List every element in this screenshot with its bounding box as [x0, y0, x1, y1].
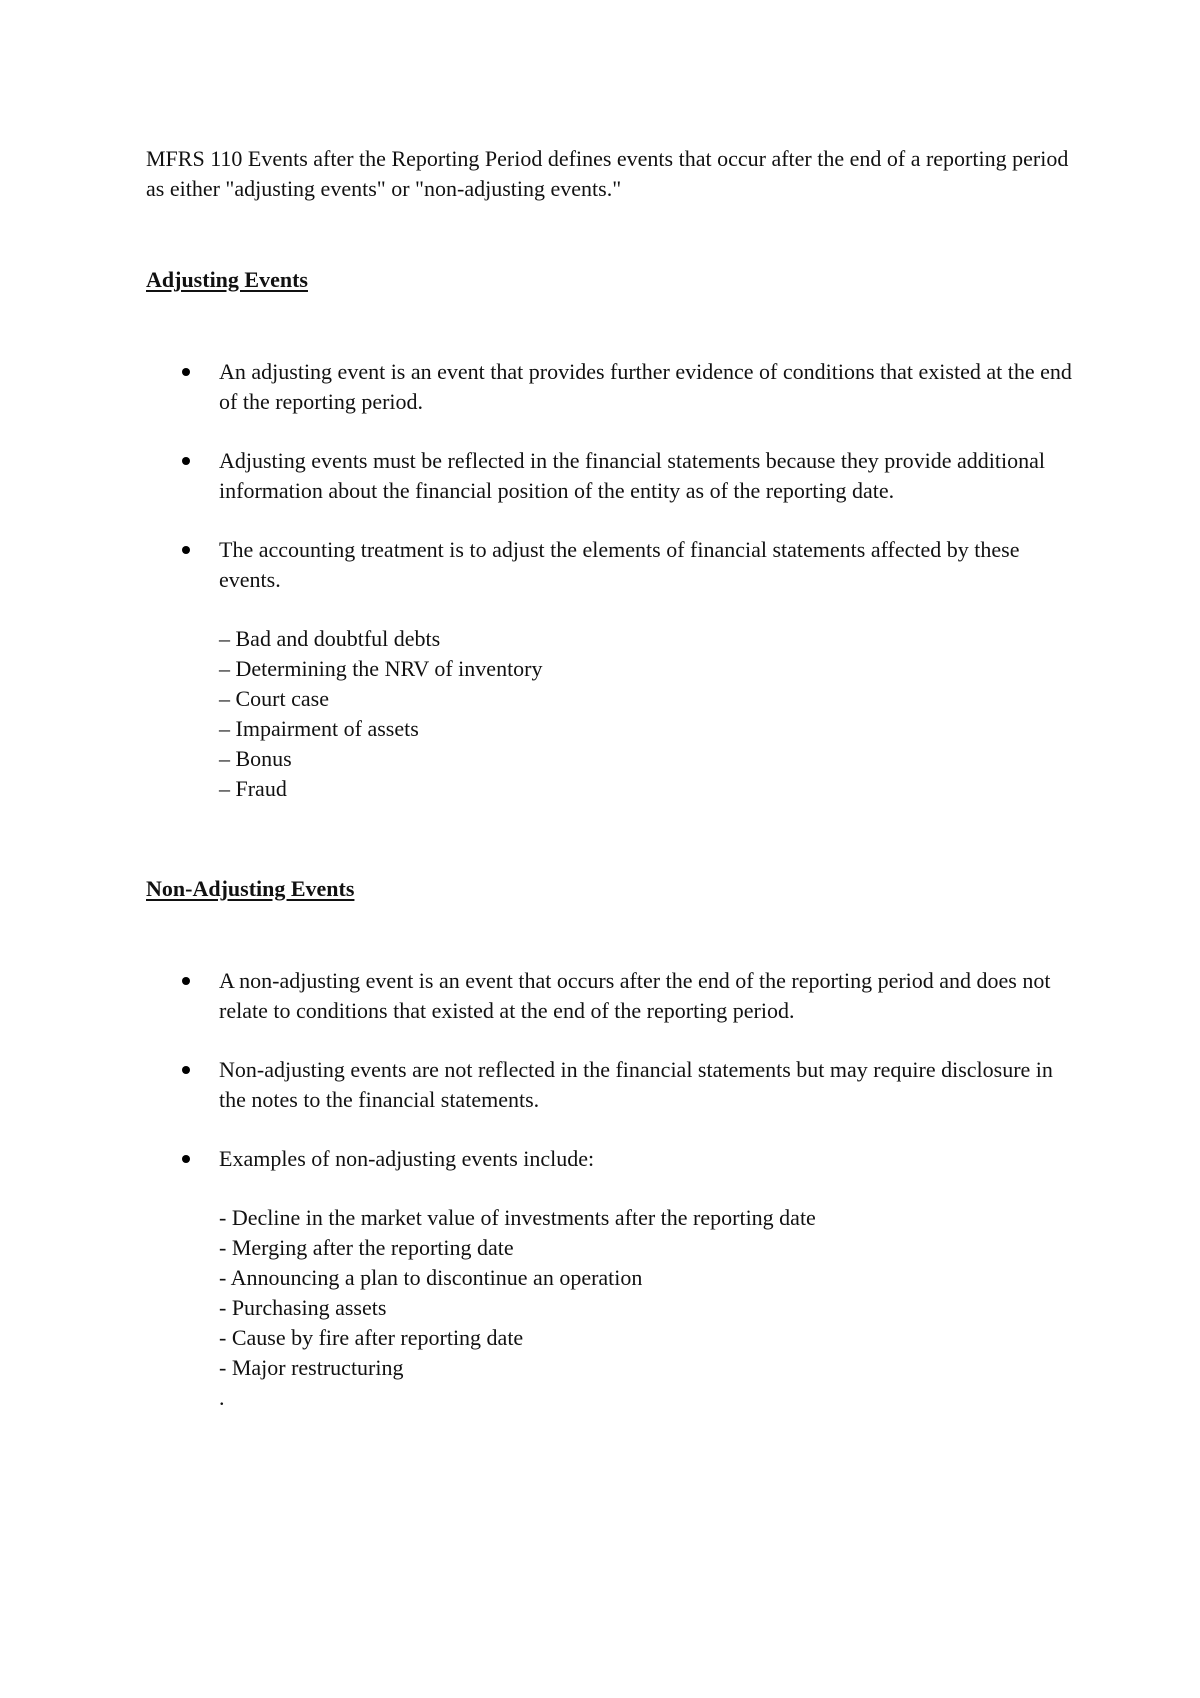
bullet-text: The accounting treatment is to adjust the elements of financial statements affected by these events.	[219, 537, 1020, 592]
trailing-mark: .	[219, 1385, 225, 1410]
example-item: - Purchasing assets	[219, 1295, 387, 1320]
bullet-icon	[182, 368, 190, 376]
bullet-text: Non-adjusting events are not reflected in the financial statements but may require disclosure in the notes to the financial statements.	[219, 1057, 1053, 1112]
bullet-text: A non-adjusting event is an event that occurs after the end of the reporting period and does not relate to conditions that existed at the end of the reporting period.	[219, 968, 1051, 1023]
non-adjusting-events-heading: Non-Adjusting Events	[146, 876, 355, 901]
list-item	[146, 535, 1076, 595]
non-adjusting-examples-list	[146, 1203, 1076, 1383]
example-item: – Determining the NRV of inventory	[219, 656, 543, 681]
bullet-icon	[182, 1155, 190, 1163]
adjusting-events-list	[146, 357, 1076, 595]
list-item	[146, 446, 1076, 506]
example-item: - Major restructuring	[219, 1355, 404, 1380]
example-item: - Announcing a plan to discontinue an operation	[219, 1265, 643, 1290]
example-item: – Court case	[219, 686, 329, 711]
list-item	[146, 357, 1076, 417]
bullet-icon	[182, 457, 190, 465]
list-item	[146, 1144, 1076, 1174]
bullet-text: Adjusting events must be reflected in the financial statements because they provide additional information about the financial position of the entity as of the reporting date.	[219, 448, 1045, 503]
adjusting-events-heading: Adjusting Events	[146, 267, 308, 292]
bullet-icon	[182, 1066, 190, 1074]
bullet-text: An adjusting event is an event that provides further evidence of conditions that existed at the end of the reporting period.	[219, 359, 1072, 414]
intro-paragraph: MFRS 110 Events after the Reporting Period defines events that occur after the end of a reporting period as either "adjusting events" or "non-adjusting events."	[146, 146, 1069, 201]
example-item: - Cause by fire after reporting date	[219, 1325, 524, 1350]
bullet-text: Examples of non-adjusting events include:	[219, 1146, 595, 1171]
example-item: – Bonus	[219, 746, 292, 771]
bullet-icon	[182, 546, 190, 554]
example-item: – Fraud	[219, 776, 287, 801]
list-item	[146, 1055, 1076, 1115]
example-item: - Merging after the reporting date	[219, 1235, 514, 1260]
non-adjusting-events-list	[146, 966, 1076, 1174]
bullet-icon	[182, 977, 190, 985]
example-item: – Impairment of assets	[219, 716, 419, 741]
example-item: – Bad and doubtful debts	[219, 626, 441, 651]
example-item: - Decline in the market value of investments after the reporting date	[219, 1205, 816, 1230]
list-item	[146, 966, 1076, 1026]
adjusting-examples-list	[146, 624, 1076, 804]
document-content	[146, 144, 1076, 1413]
